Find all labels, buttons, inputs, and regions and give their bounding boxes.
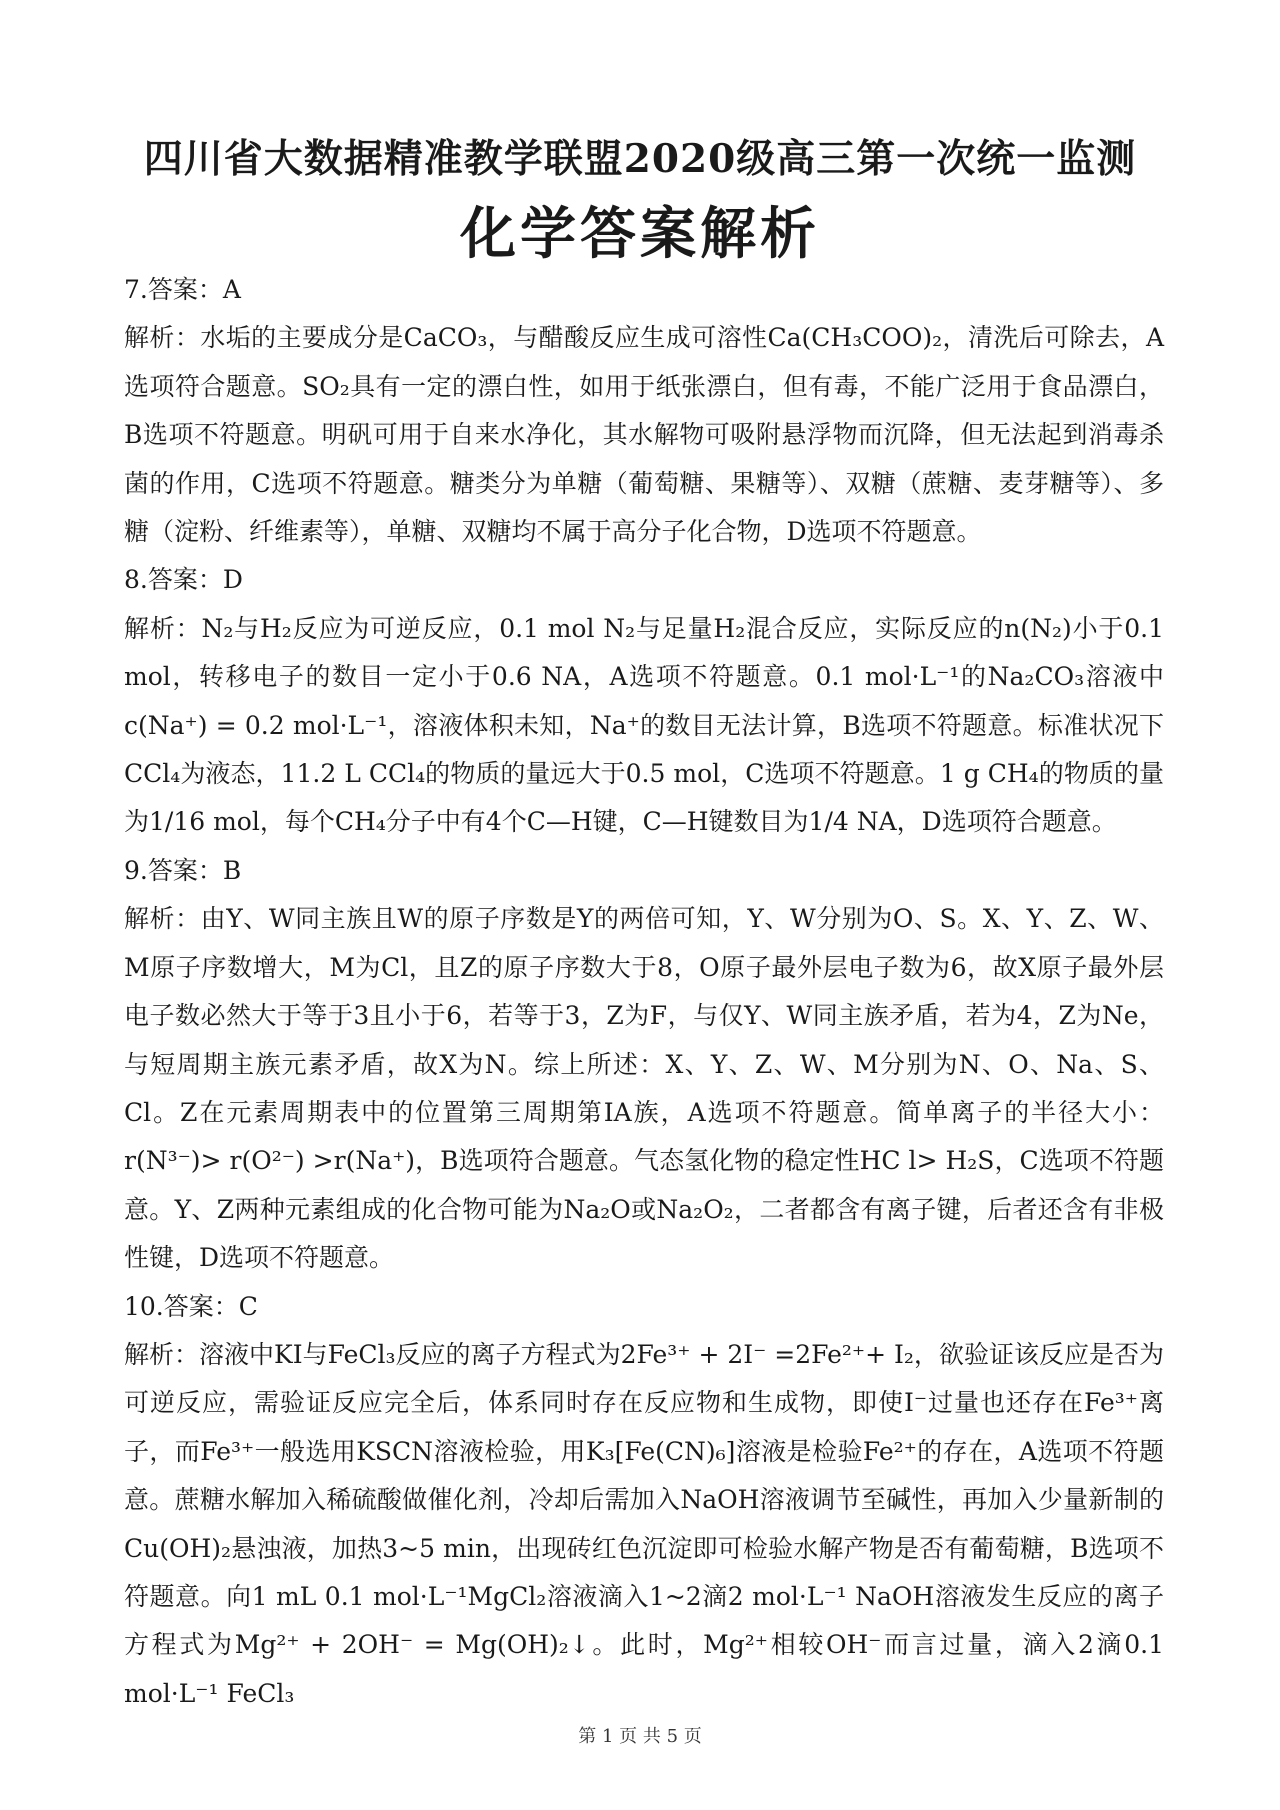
- answer-line: 8.答案：D: [124, 565, 243, 595]
- explanation-paragraph: 解析：N₂与H₂反应为可逆反应，0.1 mol N₂与足量H₂混合反应，实际反应的n(N₂)小于0.1 mol，转移电子的数目一定小于0.6 NA，A选项不符题意。0.1 mol·L⁻¹的Na₂CO₃溶液中c(Na⁺) = 0.2 mol·L⁻¹，溶液体积未知，Na⁺的数目无法计算，B选项不符题意。标准状况下CCl₄为液态，11.2 L CCl₄的物质的量远大于0.5 mol，C选项不符题意。1 g CH₄的物质的量为1/16 mol，每个CH₄分子中有4个C—H键，C—H键数目为1/4 NA，D选项符合题意。: [124, 613, 1164, 837]
- explanation-paragraph: 解析：溶液中KI与FeCl₃反应的离子方程式为2Fe³⁺ + 2I⁻ =2Fe²⁺+ I₂，欲验证该反应是否为可逆反应，需验证反应完全后，体系同时存在反应物和生成物，即使I⁻过量也还存在Fe³⁺离子，而Fe³⁺一般选用KSCN溶液检验，用K₃[Fe(CN)₆]溶液是检验Fe²⁺的存在，A选项不符题意。蔗糖水解加入稀硫酸做催化剂，冷却后需加入NaOH溶液调节至碱性，再加入少量新制的Cu(OH)₂悬浊液，加热3~5 min，出现砖红色沉淀即可检验水解产物是否有葡萄糖，B选项不符题意。向1 mL 0.1 mol·L⁻¹MgCl₂溶液滴入1~2滴2 mol·L⁻¹ NaOH溶液发生反应的离子方程式为Mg²⁺ + 2OH⁻ = Mg(OH)₂↓。此时，Mg²⁺相较OH⁻而言过量，滴入2滴0.1 mol·L⁻¹ FeCl₃: [124, 1339, 1164, 1708]
- question-7: [124, 266, 1164, 556]
- question-9: [124, 847, 1164, 1283]
- answer-line: 7.答案：A: [124, 275, 241, 304]
- explanation-paragraph: 解析：由Y、W同主族且W的原子序数是Y的两倍可知，Y、W分别为O、S。X、Y、Z、W、M原子序数增大，M为Cl，且Z的原子序数大于8，O原子最外层电子数为6，故X原子最外层电子数必然大于等于3且小于6，若等于3，Z为F，与仅Y、W同主族矛盾，若为4，Z为Ne，与短周期主族元素矛盾，故X为N。综上所述：X、Y、Z、W、M分别为N、O、Na、S、Cl。Z在元素周期表中的位置第三周期第IA族，A选项不符题意。简单离子的半径大小：r(N³⁻)> r(O²⁻) >r(Na⁺)，B选项符合题意。气态氢化物的稳定性HC l> H₂S，C选项不符题意。Y、Z两种元素组成的化合物可能为Na₂O或Na₂O₂，二者都含有离子键，后者还含有非极性键，D选项不符题意。: [124, 904, 1164, 1273]
- question-8: [124, 556, 1164, 846]
- explanation-paragraph: 解析：水垢的主要成分是CaCO₃，与醋酸反应生成可溶性Ca(CH₃COO)₂，清洗后可除去，A选项符合题意。SO₂具有一定的漂白性，如用于纸张漂白，但有毒，不能广泛用于食品漂白，B选项不符题意。明矾可用于自来水净化，其水解物可吸附悬浮物而沉降，但无法起到消毒杀菌的作用，C选项不符题意。糖类分为单糖（葡萄糖、果糖等）、双糖（蔗糖、麦芽糖等）、多糖（淀粉、纤维素等），单糖、双糖均不属于高分子化合物，D选项不符题意。: [124, 323, 1164, 547]
- document-subtitle: 化学答案解析: [460, 201, 820, 267]
- answer-line: 9.答案：B: [124, 855, 242, 885]
- document-body: [124, 266, 1164, 1718]
- document-title: 四川省大数据精准教学联盟2020级高三第一次统一监测: [143, 136, 1137, 182]
- answer-line: 10.答案：C: [124, 1291, 258, 1321]
- question-10: [124, 1283, 1164, 1719]
- page-number: 第 1 页 共 5 页: [578, 1726, 702, 1747]
